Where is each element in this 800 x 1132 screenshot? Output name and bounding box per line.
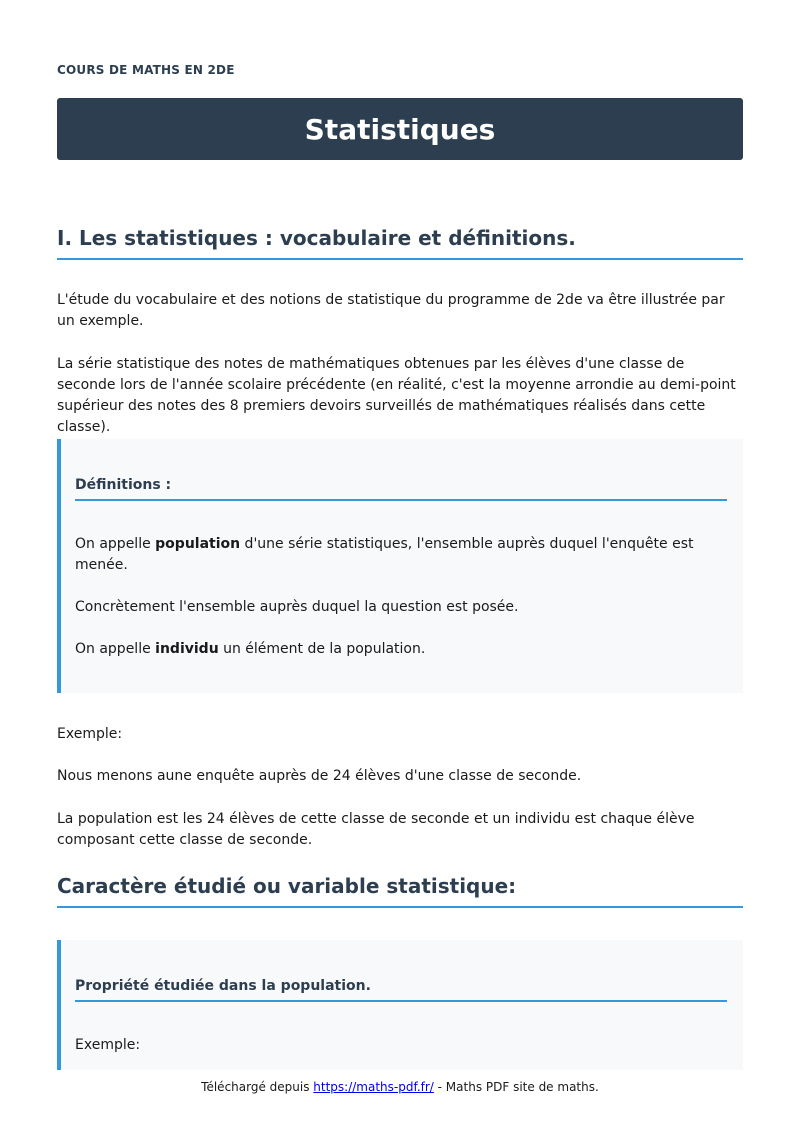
definitions-title: Définitions : [75, 477, 727, 501]
footer-text: Téléchargé depuis [201, 1080, 314, 1094]
section-heading-caractere: Caractère étudié ou variable statistique: [57, 874, 743, 908]
definition-concretement: Concrètement l'ensemble auprès duquel la question est posée. [75, 599, 519, 615]
example-paragraph-population: La population est les 24 élèves de cette classe de seconde et un individu est chaque élève composant cette classe de seconde. [57, 811, 695, 848]
term-population: population [155, 536, 241, 552]
property-box [57, 940, 743, 1070]
page-title: Statistiques [304, 112, 496, 146]
section-heading-vocabulaire: I. Les statistiques : vocabulaire et définitions. [57, 226, 743, 260]
title-banner [57, 98, 743, 160]
course-label: COURS DE MATHS EN 2DE [57, 63, 235, 77]
definitions-box [57, 439, 743, 693]
definition-population [75, 534, 727, 576]
definition-text: On appelle [75, 641, 156, 657]
example-label: Exemple: [57, 726, 123, 742]
serie-paragraph: La série statistique des notes de mathématiques obtenues par les élèves d'une classe de seconde lors de l'année scolaire précédente (en réalité, c'est la moyenne arrondie au demi-point supérieur des notes des 8 premiers devoirs surveillés de mathématiques réalisés dans cette classe). [57, 356, 736, 435]
definition-individu [75, 639, 727, 660]
footer-text: - Maths PDF site de maths. [433, 1080, 599, 1094]
definition-text: un élément de la population. [218, 641, 426, 657]
example-paragraph-enquete: Nous menons aune enquête auprès de 24 élèves d'une classe de seconde. [57, 768, 582, 784]
property-title: Propriété étudiée dans la population. [75, 978, 727, 1002]
term-individu: individu [155, 641, 219, 657]
intro-paragraph: L'étude du vocabulaire et des notions de statistique du programme de 2de va être illustrée par un exemple. [57, 292, 725, 329]
footer [0, 1080, 800, 1094]
property-example-label: Exemple: [75, 1037, 141, 1053]
definition-text: On appelle [75, 536, 156, 552]
footer-link[interactable]: https://maths-pdf.fr/ [313, 1080, 434, 1094]
definition-text: d'une série statistiques, l'ensemble auprès duquel l'enquête est menée. [75, 536, 694, 573]
